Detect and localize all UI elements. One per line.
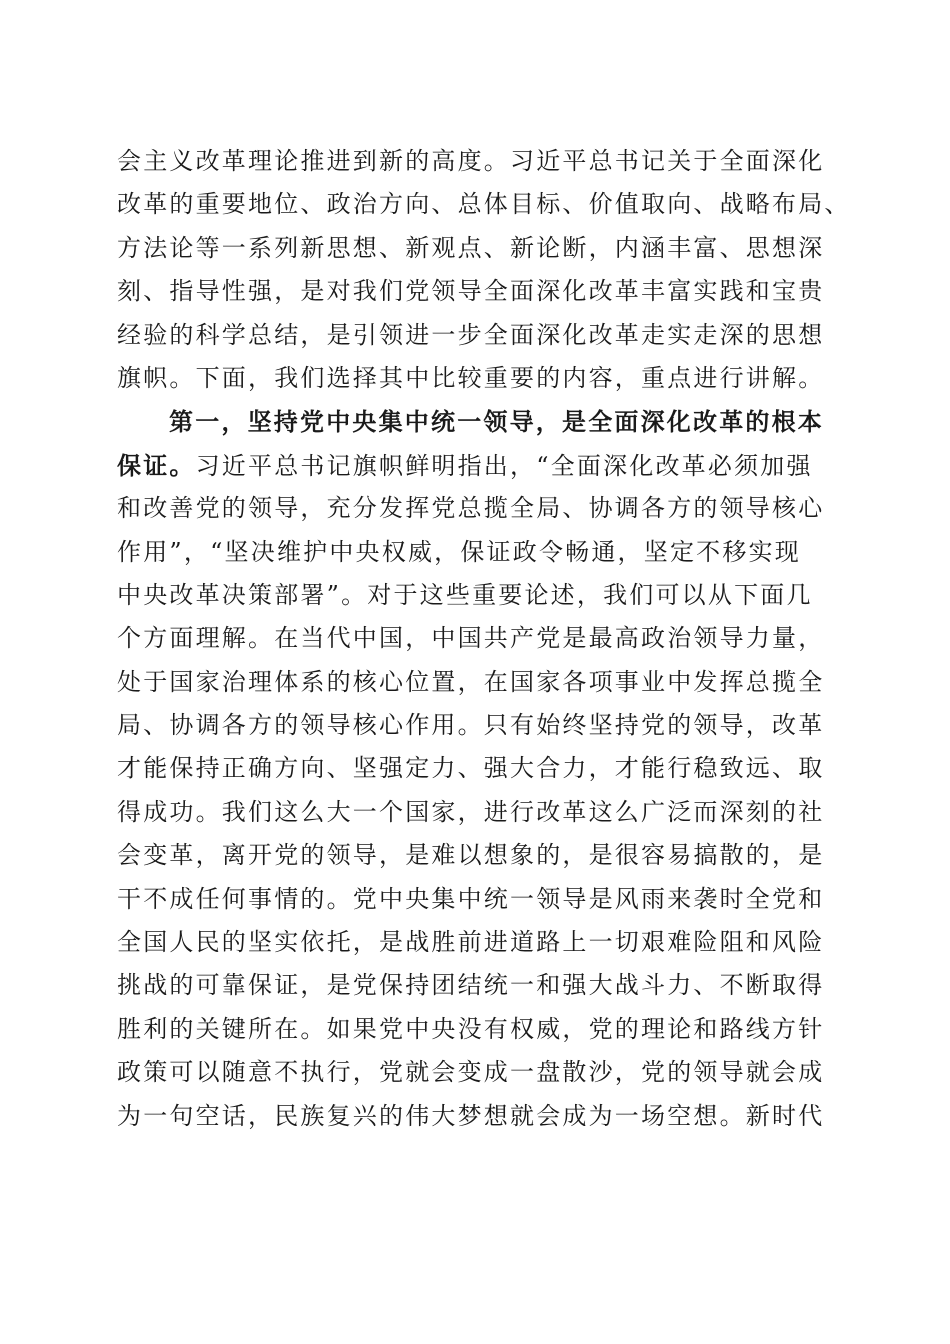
body-line: 才能保持正确方向、坚强定力、强大合力，才能行稳致远、取 bbox=[117, 754, 825, 783]
intro-line: 刻、指导性强，是对我们党领导全面深化改革丰富实践和宝贵 bbox=[117, 277, 825, 306]
body-line: 会变革，离开党的领导，是难以想象的，是很容易搞散的，是 bbox=[117, 841, 825, 870]
intro-line: 方法论等一系列新思想、新观点、新论断，内涵丰富、思想深 bbox=[117, 233, 825, 262]
body-line: 处于国家治理体系的核心位置，在国家各项事业中发挥总揽全 bbox=[117, 667, 825, 696]
intro-line: 改革的重要地位、政治方向、总体目标、价值取向、战略布局、 bbox=[117, 190, 851, 219]
body-line: 局、协调各方的领导核心作用。只有始终坚持党的领导，改革 bbox=[117, 711, 825, 740]
body-line: 中央改革决策部署”。对于这些重要论述，我们可以从下面几 bbox=[117, 580, 813, 609]
body-line: 得成功。我们这么大一个国家，进行改革这么广泛而深刻的社 bbox=[117, 797, 825, 826]
body-line: 个方面理解。在当代中国，中国共产党是最高政治领导力量， bbox=[117, 624, 825, 653]
body-line: 作用”，“坚决维护中央权威，保证政令畅通，坚定不移实现 bbox=[117, 537, 801, 566]
intro-line: 经验的科学总结，是引领进一步全面深化改革走实走深的思想 bbox=[117, 320, 825, 349]
section-heading-continuation: 保证。 bbox=[117, 450, 196, 480]
intro-line: 会主义改革理论推进到新的高度。习近平总书记关于全面深化 bbox=[117, 147, 825, 175]
body-line: 干不成任何事情的。党中央集中统一领导是风雨来袭时全党和 bbox=[117, 884, 825, 913]
section-line bbox=[117, 444, 837, 487]
body-line: 政策可以随意不执行，党就会变成一盘散沙，党的领导就会成 bbox=[117, 1058, 825, 1087]
section-heading: 第一，坚持党中央集中统一领导，是全面深化改革的根本 bbox=[169, 407, 824, 437]
intro-line: 旗帜。下面，我们选择其中比较重要的内容，重点进行讲解。 bbox=[117, 363, 825, 392]
body-line: 和改善党的领导，充分发挥党总揽全局、协调各方的领导核心 bbox=[117, 494, 825, 523]
body-line: 胜利的关键所在。如果党中央没有权威，党的理论和路线方针 bbox=[117, 1014, 825, 1043]
body-line: 挑战的可靠保证，是党保持团结统一和强大战斗力、不断取得 bbox=[117, 971, 825, 1000]
section-line-text: 习近平总书记旗帜鲜明指出，“全面深化改革必须加强 bbox=[195, 451, 813, 480]
body-line: 全国人民的坚实依托，是战胜前进道路上一切艰难险阻和风险 bbox=[117, 928, 825, 957]
body-text bbox=[117, 140, 851, 1138]
body-line: 为一句空话，民族复兴的伟大梦想就会成为一场空想。新时代 bbox=[117, 1101, 825, 1130]
